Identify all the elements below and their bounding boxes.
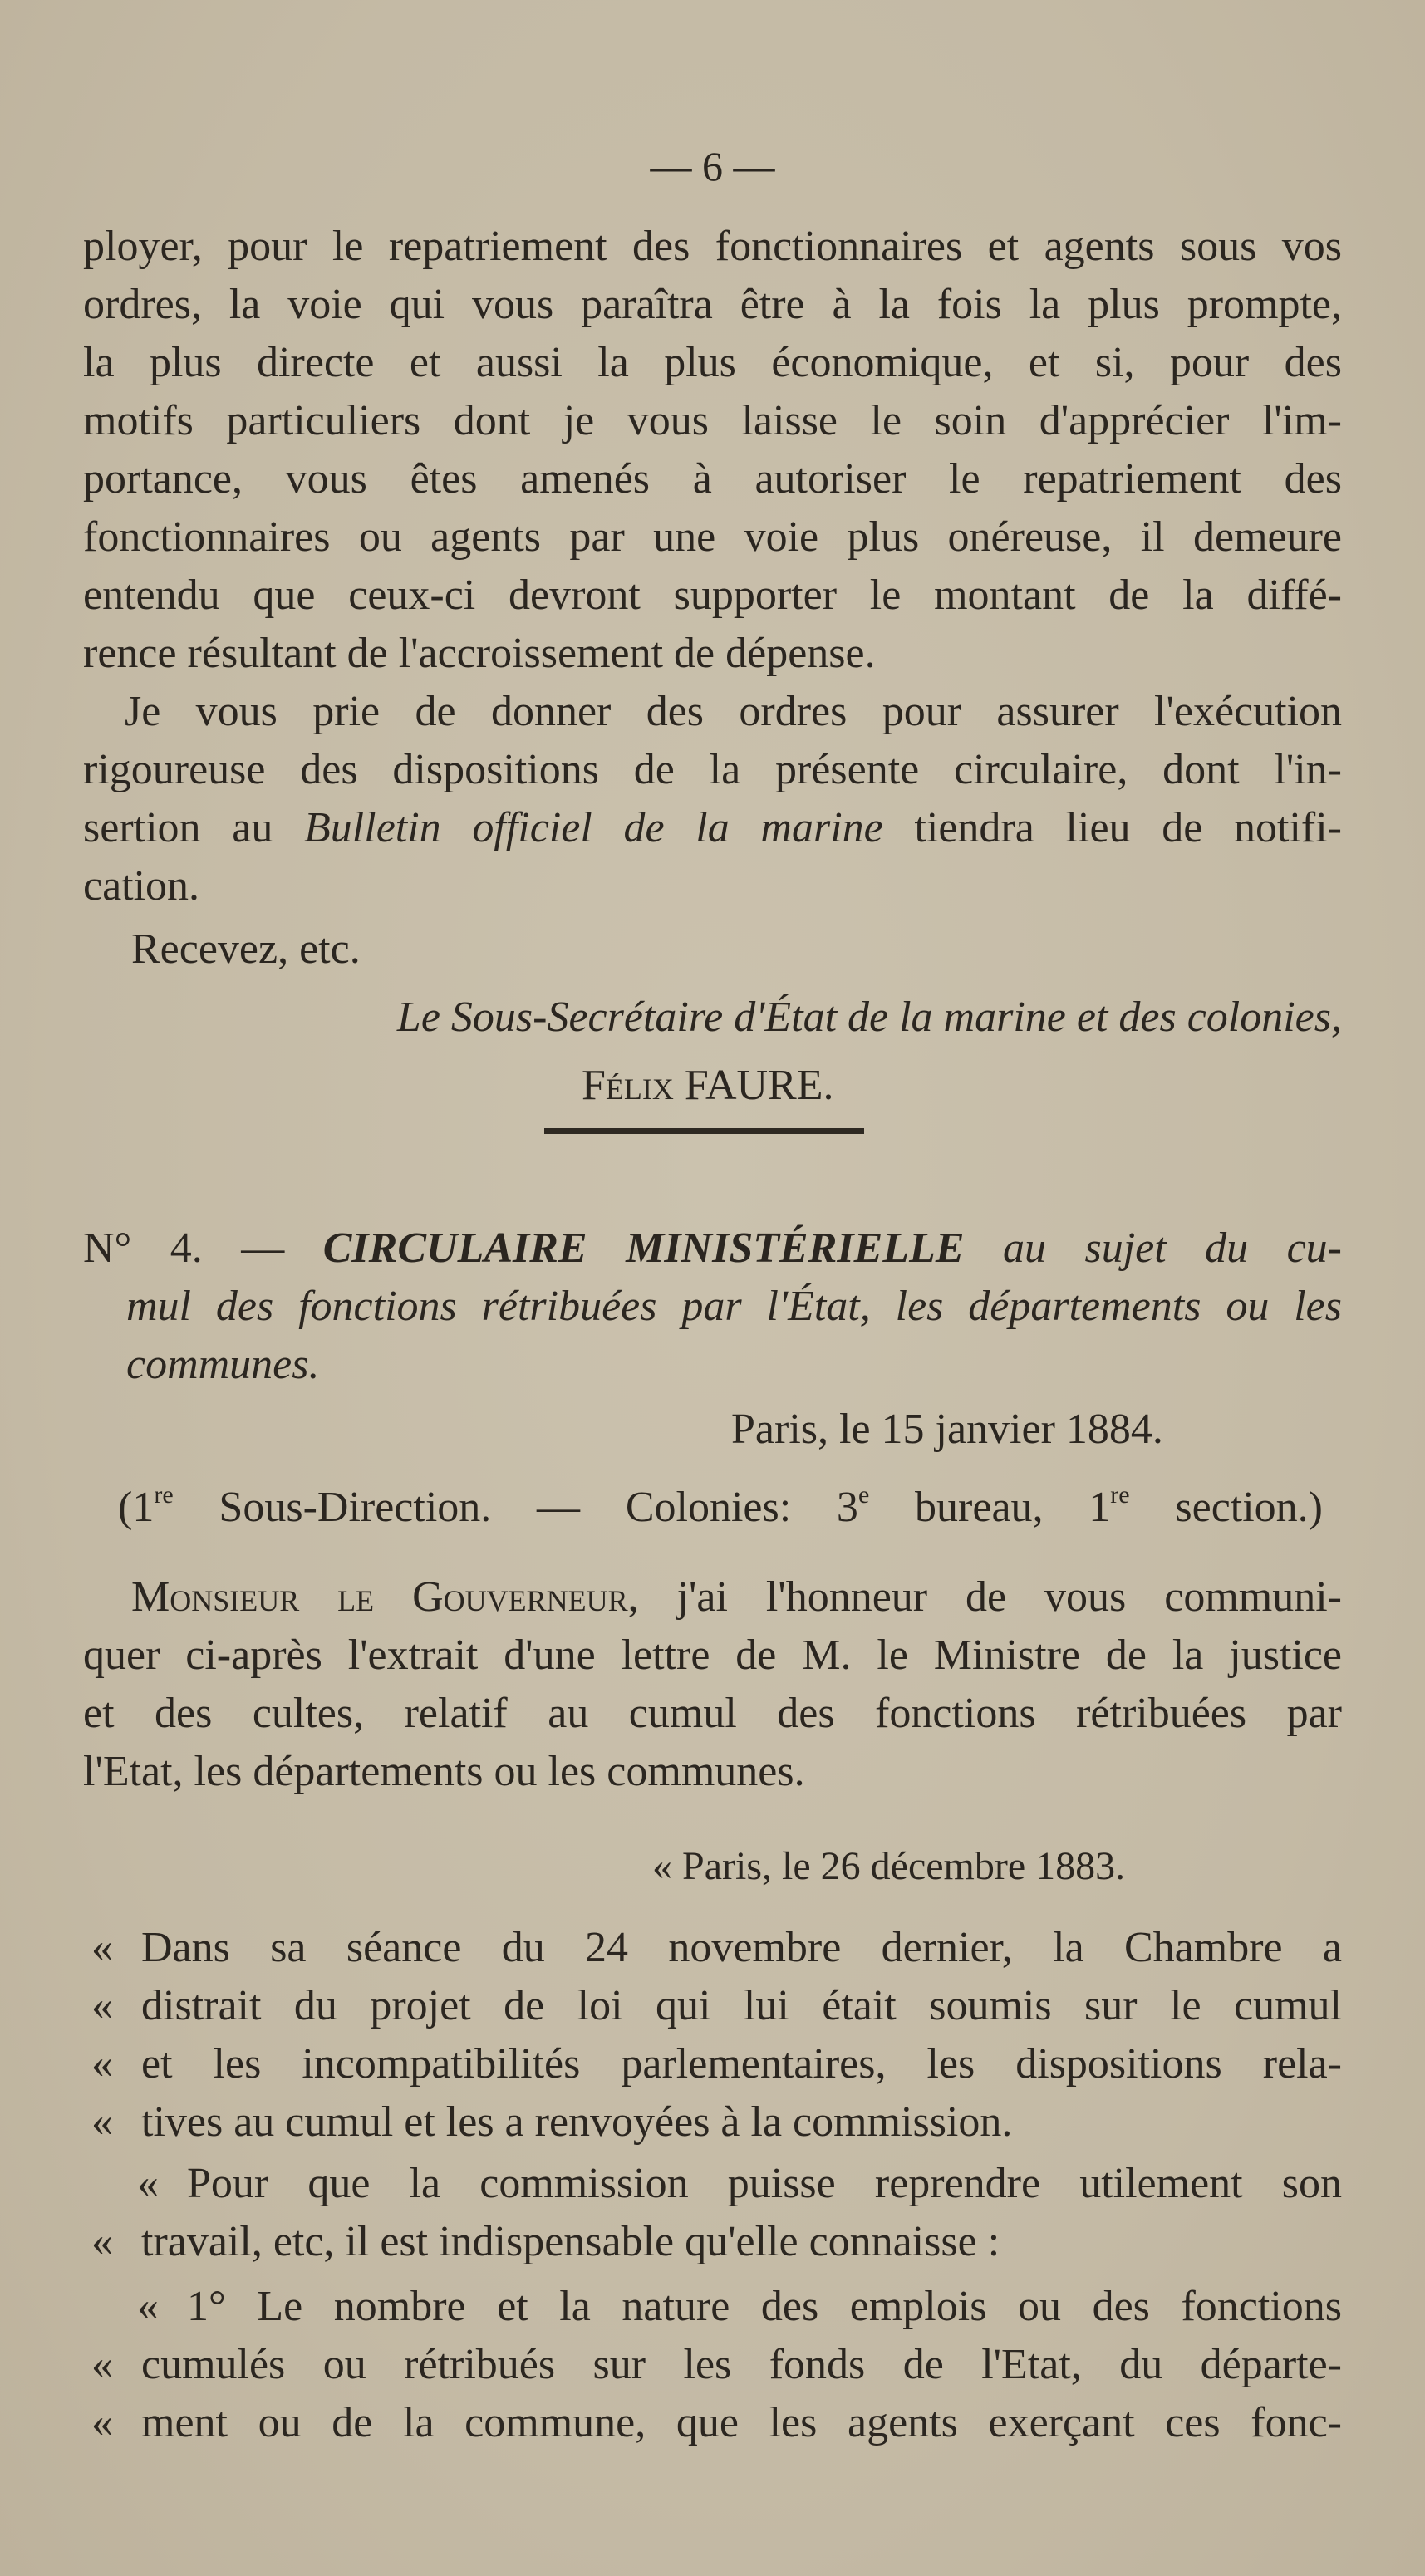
quote-line — [91, 2336, 1342, 2394]
quote-text: distrait du projet de loi qui lui était soumis sur le cumul — [141, 1982, 1342, 2029]
quote-line — [91, 2394, 1342, 2452]
bulletin-title: Bulletin officiel de la marine — [304, 804, 883, 851]
quote-text: ment ou de la commune, que les agents exerçant ces fonc- — [141, 2399, 1342, 2446]
section-separator — [544, 1128, 864, 1134]
paragraph-line: l'Etat, les départements ou les communes. — [83, 1748, 805, 1795]
direction-text: Sous-Direction. — Colonies: 3 — [173, 1484, 858, 1531]
quote-mark: « — [91, 1982, 113, 2029]
superscript: e — [857, 1481, 870, 1509]
quote-mark: « — [91, 2218, 113, 2265]
superscript: re — [154, 1481, 174, 1509]
quote-text: et les incompatibilités parlementaires, les dispositions rela- — [141, 2040, 1342, 2088]
circular-subject-line: mul des fonctions rétribuées par l'État, les départements ou les — [126, 1283, 1342, 1330]
quote-line — [137, 2155, 1342, 2213]
paragraph-text: , j'ai l'honneur de vous communi- — [627, 1573, 1342, 1621]
quote-line — [91, 1977, 1342, 2035]
circular-heading — [83, 1219, 1342, 1278]
circular-title: CIRCULAIRE MINISTÉRIELLE — [322, 1224, 965, 1272]
paragraph-line: ordres, la voie qui vous paraîtra être à la fois la plus prompte, — [83, 281, 1342, 328]
paragraph-text: tiendra lieu de notifi- — [882, 804, 1342, 851]
paragraph-line: quer ci-après l'extrait d'une lettre de M. le Ministre de la justice — [83, 1631, 1342, 1679]
date-line: Paris, le 15 janvier 1884. — [731, 1406, 1163, 1453]
paragraph-line: fonctionnaires ou agents par une voie plus onéreuse, il demeure — [83, 513, 1342, 561]
paragraph-line — [131, 1568, 1342, 1627]
quote-mark: « — [137, 2160, 159, 2207]
quote-text: tives au cumul et les a renvoyées à la commission. — [141, 2098, 1013, 2146]
quote-mark: « — [91, 2399, 113, 2446]
superscript: re — [1110, 1481, 1130, 1509]
paragraph-line: motifs particuliers dont je vous laisse le soin d'apprécier l'im- — [83, 397, 1342, 444]
signature-first-name: Félix — [582, 1062, 674, 1109]
quote-line — [91, 2213, 1342, 2271]
paragraph-line: rence résultant de l'accroissement de dépense. — [83, 630, 876, 677]
signature-last-name: FAURE. — [684, 1062, 834, 1109]
quote-text: travail, etc, il est indispensable qu'elle connaisse : — [141, 2218, 1000, 2265]
paragraph-line: portance, vous êtes amenés à autoriser le repatriement des — [83, 455, 1342, 503]
quote-line — [91, 2093, 1342, 2152]
quote-text: Dans sa séance du 24 novembre dernier, la Chambre a — [141, 1924, 1342, 1971]
signature-name — [582, 1057, 1080, 1115]
quote-mark: « — [91, 2341, 113, 2388]
paragraph-line: rigoureuse des dispositions de la présente circulaire, dont l'in- — [83, 746, 1342, 793]
direction-text: (1 — [118, 1484, 155, 1531]
paragraph-line: entendu que ceux-ci devront supporter le montant de la diffé- — [83, 572, 1342, 619]
direction-text: section.) — [1129, 1484, 1323, 1531]
salutation: Monsieur le Gouverneur — [131, 1573, 628, 1621]
quote-mark: « — [91, 2040, 113, 2088]
quote-mark: « — [91, 1924, 113, 1971]
paragraph-line: la plus directe et aussi la plus économique, et si, pour des — [83, 339, 1342, 386]
quote-line — [91, 1919, 1342, 1977]
quote-text: Pour que la commission puisse reprendre utilement son — [187, 2160, 1342, 2207]
closing: Recevez, etc. — [131, 925, 361, 973]
quote-text: 1° Le nombre et la nature des emplois ou des fonctions — [187, 2283, 1342, 2330]
circular-subject-line: communes. — [126, 1341, 320, 1388]
paragraph-line: cation. — [83, 862, 200, 910]
paragraph-line: et des cultes, relatif au cumul des fonctions rétribuées par — [83, 1690, 1342, 1737]
quote-mark: « — [137, 2283, 159, 2330]
quote-text: cumulés ou rétribués sur les fonds de l'Etat, du départe- — [141, 2341, 1342, 2388]
quote-line — [137, 2278, 1342, 2336]
signature-title: Le Sous-Secrétaire d'État de la marine et des colonies, — [396, 994, 1342, 1041]
quote-date: « Paris, le 26 décembre 1883. — [652, 1844, 1126, 1888]
direction-text: bureau, 1 — [869, 1484, 1111, 1531]
page-number: — 6 — — [650, 143, 775, 189]
circular-number: N° 4. — — [83, 1224, 323, 1272]
circular-subject: au sujet du cu- — [964, 1224, 1342, 1272]
direction-line — [118, 1479, 1323, 1537]
quote-line — [91, 2035, 1342, 2093]
paragraph-line: ployer, pour le repatriement des fonctionnaires et agents sous vos — [83, 223, 1342, 270]
paragraph-line: Je vous prie de donner des ordres pour assurer l'exécution — [125, 688, 1342, 735]
paragraph-line — [83, 799, 1342, 857]
paragraph-text: sertion au — [83, 804, 305, 851]
quote-mark: « — [91, 2098, 113, 2146]
